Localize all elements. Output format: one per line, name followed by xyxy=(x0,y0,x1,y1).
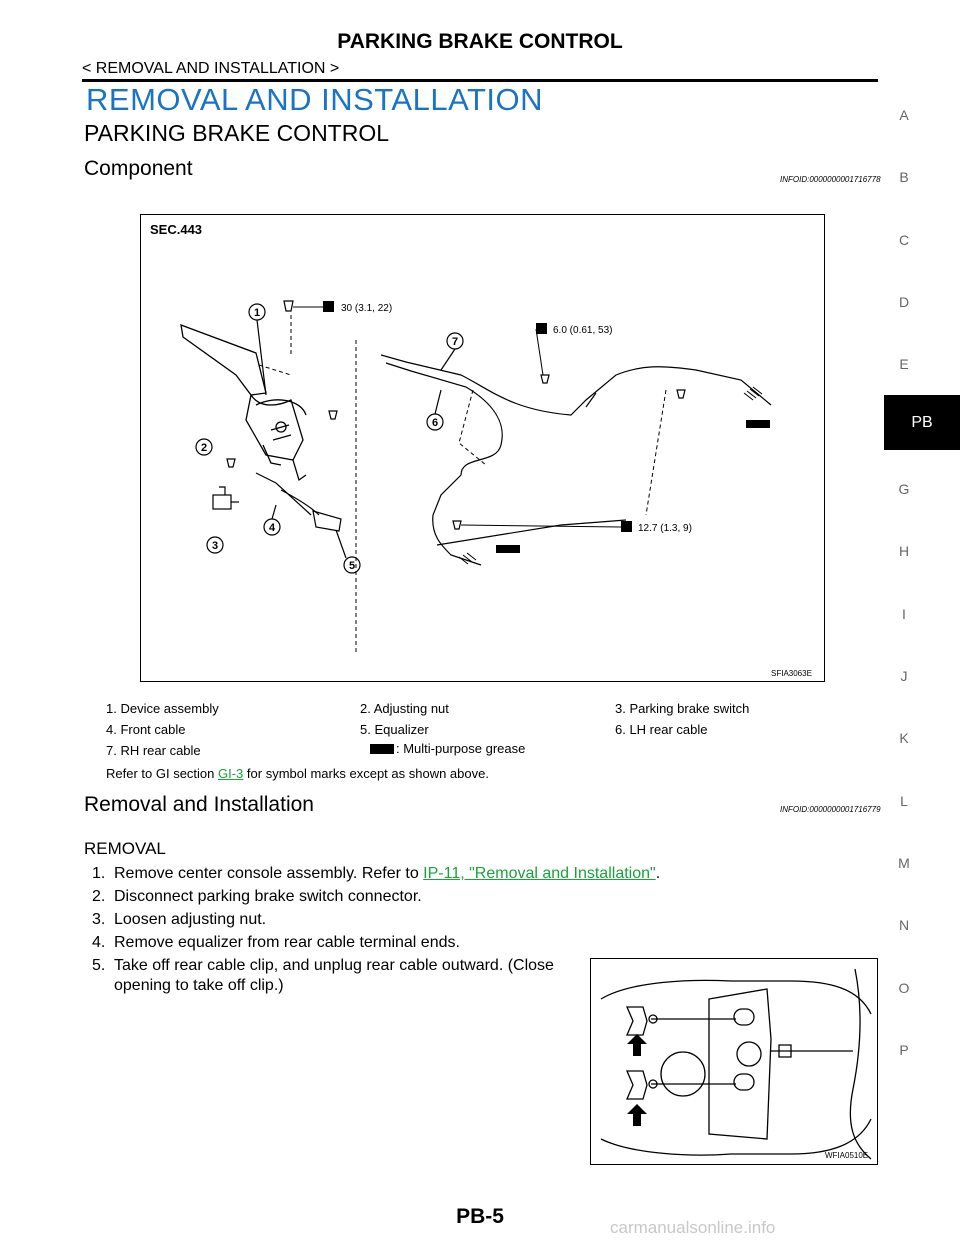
legend-note-suffix: for symbol marks except as shown above. xyxy=(243,766,489,781)
legend-item-6: 6. LH rear cable xyxy=(615,722,708,737)
removal-installation-heading: Removal and Installation xyxy=(84,793,314,816)
step-1 xyxy=(92,865,660,883)
step-2 xyxy=(92,888,422,906)
device-assembly-drawing xyxy=(181,325,306,480)
step-5-continued: opening to take off clip.) xyxy=(114,977,284,994)
callout-4: 4 xyxy=(268,522,276,534)
side-tab-o[interactable]: O xyxy=(898,980,910,996)
component-infoid: INFOID:0000000001716778 xyxy=(780,175,881,184)
step-number: 1. xyxy=(92,865,106,882)
step-3 xyxy=(92,911,266,929)
legend-item-3: 3. Parking brake switch xyxy=(615,701,750,716)
callout-6: 6 xyxy=(431,417,439,429)
side-tab-a[interactable]: A xyxy=(899,107,909,123)
legend-note xyxy=(106,766,489,781)
step-4 xyxy=(92,934,460,952)
legend-item-grease xyxy=(370,741,525,756)
legend-item-7: 7. RH rear cable xyxy=(106,743,201,758)
torque-value-2: 6.0 (0.61, 53) xyxy=(553,325,613,336)
figure1-code: SFIA3063E xyxy=(771,669,812,678)
torque-value-3: 12.7 (1.3, 9) xyxy=(638,523,692,534)
gi-3-link[interactable]: GI-3 xyxy=(218,766,244,781)
step-number: 2. xyxy=(92,888,106,905)
section-label: SEC.443 xyxy=(150,222,203,237)
removal-subheading: REMOVAL xyxy=(84,839,166,858)
legend-item-2: 2. Adjusting nut xyxy=(360,701,449,716)
grease-icon xyxy=(370,744,394,754)
step-5 xyxy=(92,957,554,975)
callout-3: 3 xyxy=(211,540,219,552)
side-tab-p[interactable]: P xyxy=(899,1042,909,1058)
side-tab-d[interactable]: D xyxy=(898,294,910,310)
side-tab-m[interactable]: M xyxy=(898,855,910,871)
side-tab-i[interactable]: I xyxy=(902,606,906,622)
callout-7: 7 xyxy=(451,336,459,348)
step-number: 5. xyxy=(92,957,106,974)
side-tab-j[interactable]: J xyxy=(900,668,908,684)
arrow-up-icon xyxy=(627,1104,647,1126)
section-title: REMOVAL AND INSTALLATION xyxy=(86,82,544,117)
callout-5: 5 xyxy=(348,560,356,572)
side-tab-n[interactable]: N xyxy=(898,917,910,933)
arrow-up-icon xyxy=(627,1034,647,1056)
side-tab-l[interactable]: L xyxy=(900,793,908,809)
watermark: carmanualsonline.info xyxy=(610,1218,776,1237)
equalizer-removal-diagram xyxy=(590,958,878,1165)
subsection-title: PARKING BRAKE CONTROL xyxy=(84,120,390,146)
side-tab-g[interactable]: G xyxy=(898,481,910,497)
step-5-text: Take off rear cable clip, and unplug rear cable outward. (Close xyxy=(114,957,554,974)
step-number: 3. xyxy=(92,911,106,928)
component-diagram xyxy=(140,214,825,682)
step-4-text: Remove equalizer from rear cable terminal ends. xyxy=(114,934,460,951)
callout-2: 2 xyxy=(200,442,208,454)
step-number: 4. xyxy=(92,934,106,951)
torque-icon xyxy=(323,301,334,312)
side-tab-b[interactable]: B xyxy=(899,169,909,185)
legend-item-1: 1. Device assembly xyxy=(106,701,219,716)
callout-1: 1 xyxy=(253,307,261,319)
torque-value-1: 30 (3.1, 22) xyxy=(341,303,393,314)
grease-legend-text: : Multi-purpose grease xyxy=(396,741,526,756)
page-header-title: PARKING BRAKE CONTROL xyxy=(337,30,623,53)
removal-infoid: INFOID:0000000001716779 xyxy=(780,805,881,814)
side-tab-k[interactable]: K xyxy=(899,730,909,746)
ip-11-link[interactable]: IP-11, "Removal and Installation" xyxy=(423,865,656,882)
torque-icon xyxy=(536,323,547,334)
step-2-text: Disconnect parking brake switch connector. xyxy=(114,888,422,905)
side-tab-c[interactable]: C xyxy=(898,232,910,248)
legend-item-5: 5. Equalizer xyxy=(360,722,429,737)
figure2-code: WFIA0510E xyxy=(825,1151,869,1160)
page-header-breadcrumb: < REMOVAL AND INSTALLATION > xyxy=(82,60,340,77)
page-number: PB-5 xyxy=(456,1205,504,1228)
side-tab-e[interactable]: E xyxy=(899,356,909,372)
side-tab-h[interactable]: H xyxy=(898,543,910,559)
torque-icon xyxy=(621,521,632,532)
step-1-suffix: . xyxy=(655,865,661,882)
side-tab-pb-active[interactable]: PB xyxy=(884,395,960,450)
legend-item-4: 4. Front cable xyxy=(106,722,186,737)
step-1-text: Remove center console assembly. Refer to xyxy=(114,865,424,882)
legend-note-prefix: Refer to GI section xyxy=(106,766,218,781)
component-heading: Component xyxy=(84,157,193,180)
step-3-text: Loosen adjusting nut. xyxy=(114,911,267,928)
